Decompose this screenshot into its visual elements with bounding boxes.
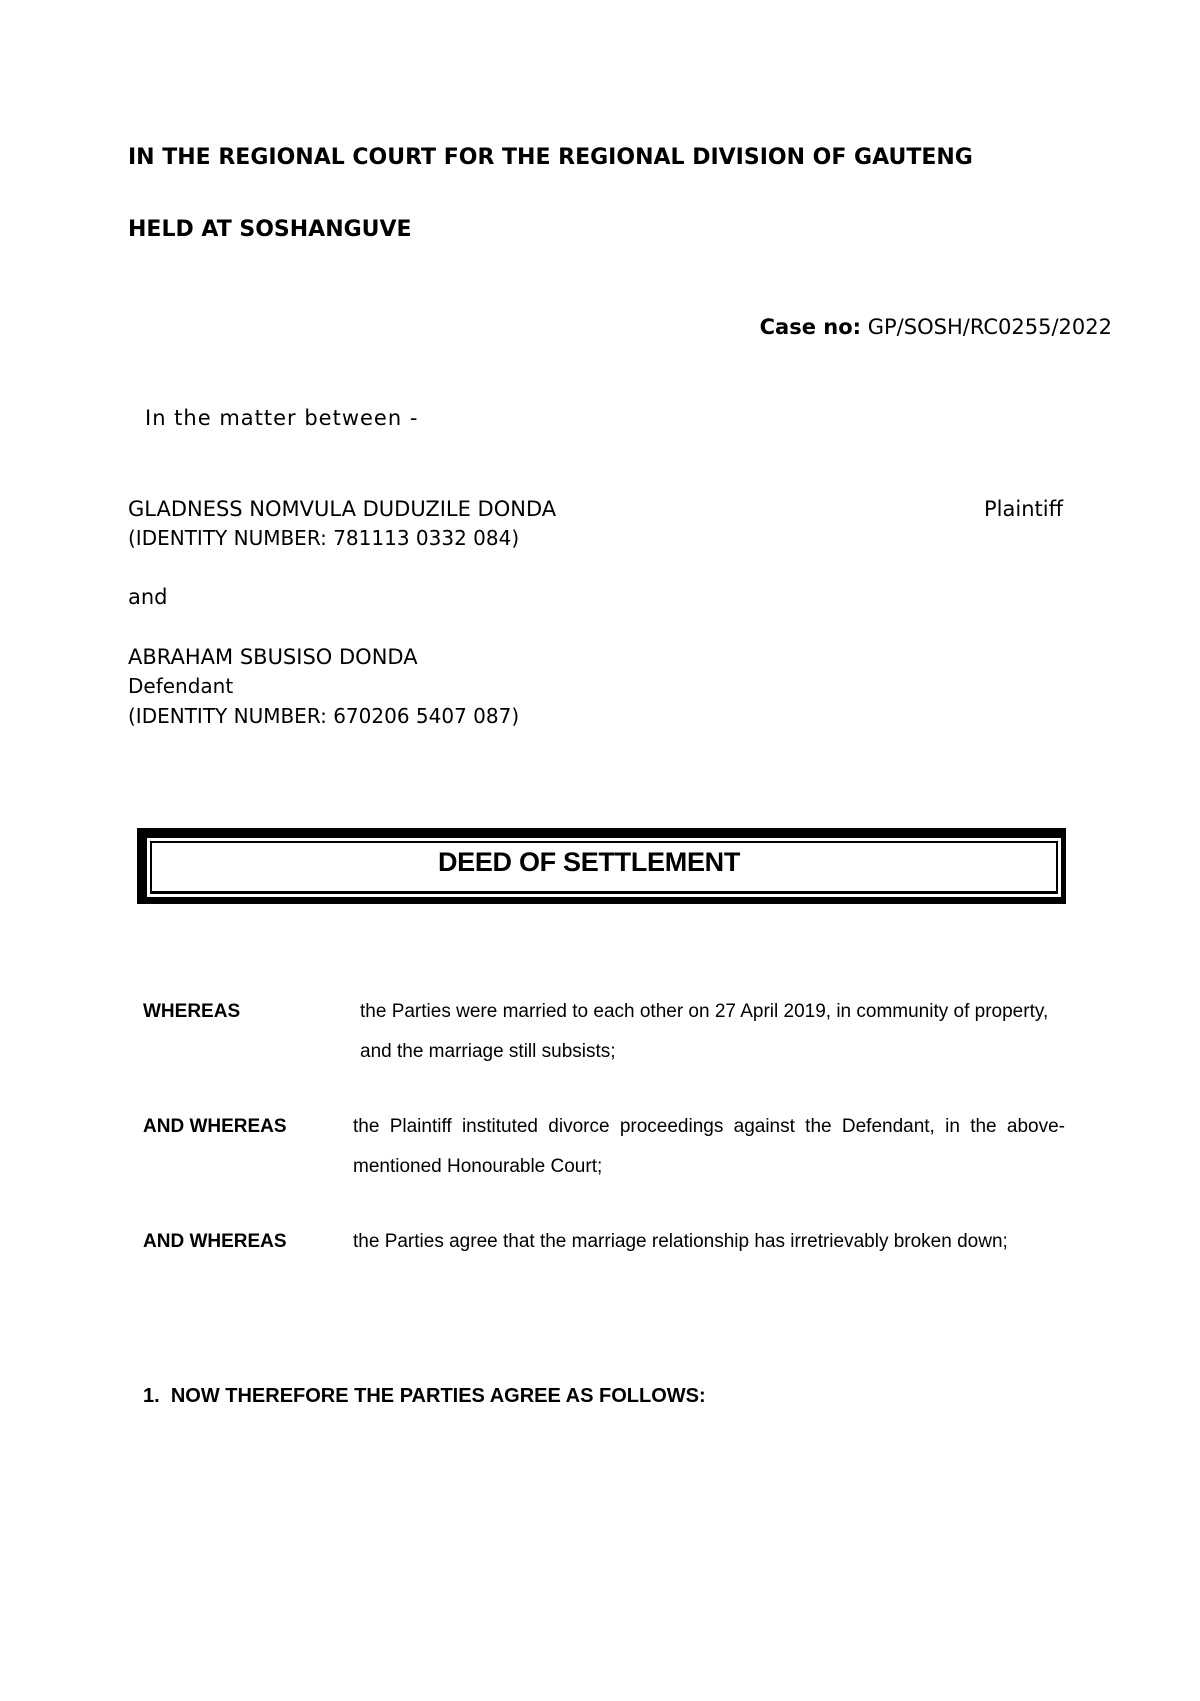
- recital-text-content: the Plaintiff instituted divorce proceedings against the Defendant, in the above-mentioned Honourable Court;: [353, 1116, 1065, 1177]
- recital-label: AND WHEREAS: [143, 1231, 287, 1252]
- recital-text: [353, 1107, 1065, 1187]
- deed-title-box: [137, 828, 1066, 904]
- plaintiff-name: GLADNESS NOMVULA DUDUZILE DONDA: [128, 497, 557, 521]
- held-at-line: HELD AT SOSHANGUVE: [128, 217, 412, 242]
- recital-label: WHEREAS: [143, 1001, 241, 1022]
- clause-1-text: NOW THEREFORE THE PARTIES AGREE AS FOLLOWS:: [170, 1385, 706, 1407]
- plaintiff-identity: (IDENTITY NUMBER: 781113 0332 084): [128, 526, 520, 550]
- defendant-role: Defendant: [128, 674, 234, 698]
- matter-between: In the matter between -: [145, 406, 419, 430]
- case-number: [760, 312, 1112, 342]
- court-heading: IN THE REGIONAL COURT FOR THE REGIONAL DIVISION OF GAUTENG: [128, 145, 973, 170]
- deed-title-inner-border: [150, 841, 1058, 894]
- recital-label: AND WHEREAS: [143, 1116, 287, 1137]
- case-number-value: GP/SOSH/RC0255/2022: [867, 315, 1112, 339]
- recital-text: the Parties were married to each other on 27 April 2019, in community of property, and the marriage still subsists;: [360, 1001, 1049, 1062]
- clause-1-heading: [143, 1381, 706, 1411]
- clause-1-number: 1.: [143, 1385, 160, 1407]
- and-separator: and: [128, 585, 168, 609]
- recital-text: [353, 1222, 1065, 1262]
- recital-text-content: the Parties agree that the marriage relationship has irretrievably broken down;: [353, 1231, 1008, 1252]
- defendant-name: ABRAHAM SBUSISO DONDA: [128, 645, 418, 669]
- case-number-label: Case no:: [759, 315, 862, 339]
- deed-title: DEED OF SETTLEMENT: [437, 847, 741, 877]
- plaintiff-role: Plaintiff: [984, 497, 1064, 521]
- defendant-identity: (IDENTITY NUMBER: 670206 5407 087): [128, 704, 520, 728]
